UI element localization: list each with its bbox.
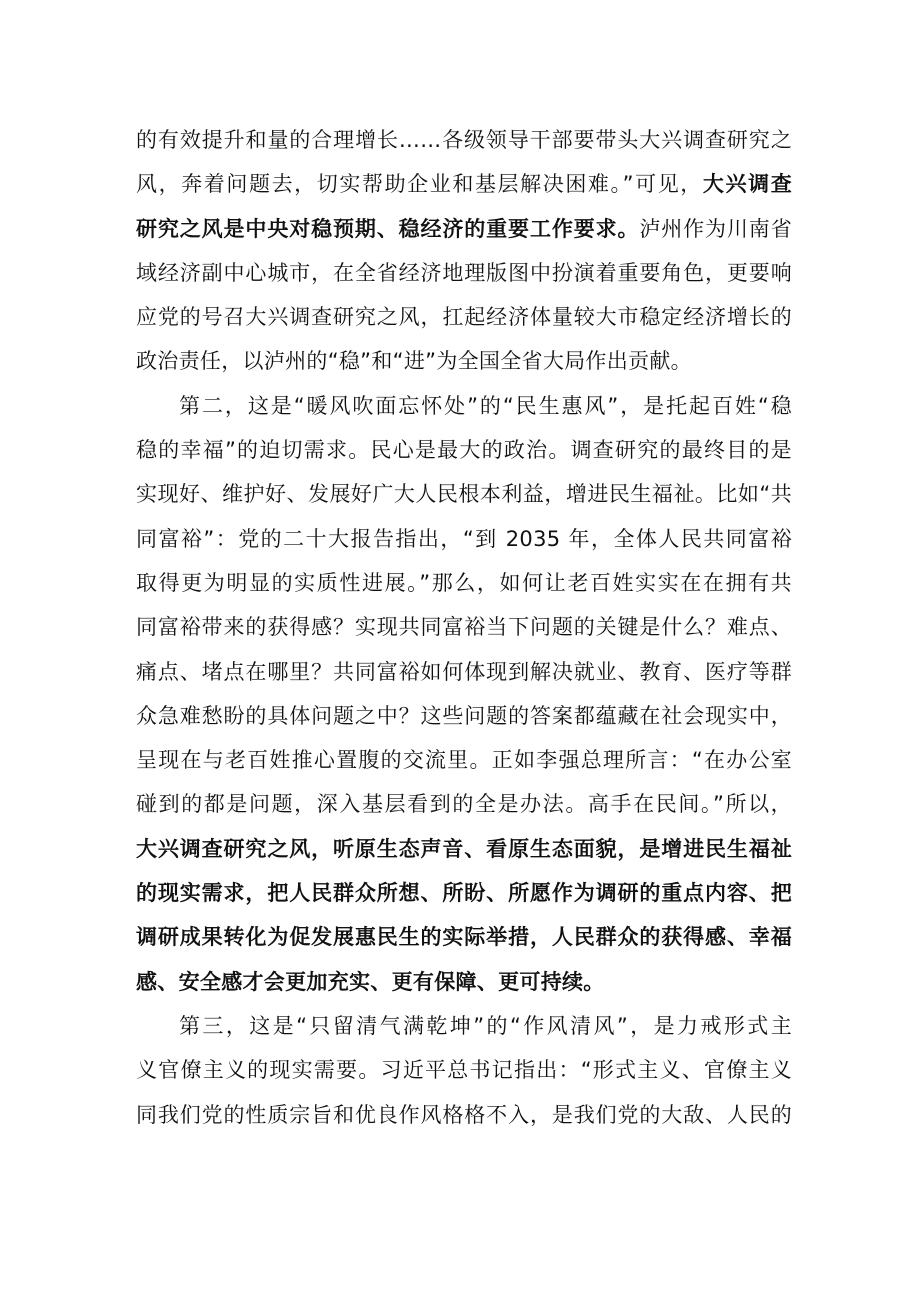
paragraph-2-line-1: 第二，这是“暖风吹面忘怀处”的“民生惠风”，是托起百姓“稳 [179, 393, 792, 418]
paragraph-1-line-3-emphasis: 研究之风是中央对稳预期、稳经济的重要工作要求。 [136, 216, 640, 241]
paragraph-2-line-14: 感、安全感才会更加充实、更有保障、更可持续。 [136, 969, 605, 994]
paragraph-2-line-12: 的现实需求，把人民群众所想、所盼、所愿作为调研的重点内容、把 [136, 881, 792, 906]
paragraph-2-line-2: 稳的幸福”的迫切需求。民心是最大的政治。调查研究的最终目的是 [136, 438, 792, 463]
paragraph-1-line-1: 的有效提升和量的合理增长……各级领导干部要带头大兴调查研究之 [136, 128, 792, 152]
paragraph-2-line-11: 大兴调查研究之风，听原生态声音、看原生态面貌，是增进民生福祉 [136, 836, 792, 861]
paragraph-2-line-10: 碰到的都是问题，深入基层看到的全是办法。高手在民间。”所以， [136, 792, 792, 817]
paragraph-3-line-2: 义官僚主义的现实需要。习近平总书记指出：“形式主义、官僚主义 [136, 1058, 792, 1083]
paragraph-1-line-3-text: 泸州作为川南省 [639, 216, 792, 241]
body-text [136, 118, 792, 1137]
paragraph-1-line-2-text: 风，奔着问题去，切实帮助企业和基层解决困难。”可见， [136, 172, 703, 197]
paragraph-2-line-6: 同富裕带来的获得感？实现共同富裕当下问题的关键是什么？难点、 [136, 615, 792, 640]
paragraph-2-line-4: 同富裕”：党的二十大报告指出，“到 2035 年，全体人民共同富裕 [136, 526, 792, 551]
paragraph-2-line-13: 调研成果转化为促发展惠民生的实际举措，人民群众的获得感、幸福 [136, 925, 792, 950]
paragraph-3-line-1: 第三，这是“只留清气满乾坤”的“作风清风”，是力戒形式主 [179, 1013, 792, 1038]
paragraph-1-line-4: 域经济副中心城市，在全省经济地理版图中扮演着重要角色，更要响 [136, 260, 792, 285]
paragraph-2-line-5: 取得更为明显的实质性进展。”那么，如何让老百姓实实在在拥有共 [136, 570, 792, 595]
paragraph-1-line-2-emphasis: 大兴调查 [702, 172, 792, 197]
paragraph-2-line-9: 呈现在与老百姓推心置腹的交流里。正如李强总理所言：“在办公室 [136, 748, 792, 773]
paragraph-1-line-6: 政治责任，以泸州的“稳”和“进”为全国全省大局作出贡献。 [136, 349, 692, 374]
paragraph-3-line-3: 同我们党的性质宗旨和优良作风格格不入，是我们党的大敌、人民的 [136, 1102, 792, 1127]
paragraph-2-line-8: 众急难愁盼的具体问题之中？这些问题的答案都蕴藏在社会现实中， [136, 703, 792, 728]
paragraph-1-line-2 [136, 162, 792, 206]
paragraph-1-line-3 [136, 207, 792, 251]
paragraph-2-line-7: 痛点、堵点在哪里？共同富裕如何体现到解决就业、教育、医疗等群 [136, 659, 792, 684]
paragraph-1-line-5: 应党的号召大兴调查研究之风，扛起经济体量较大市稳定经济增长的 [136, 305, 792, 330]
paragraph-2-line-3: 实现好、维护好、发展好广大人民根本利益，增进民生福祉。比如“共 [136, 482, 792, 507]
